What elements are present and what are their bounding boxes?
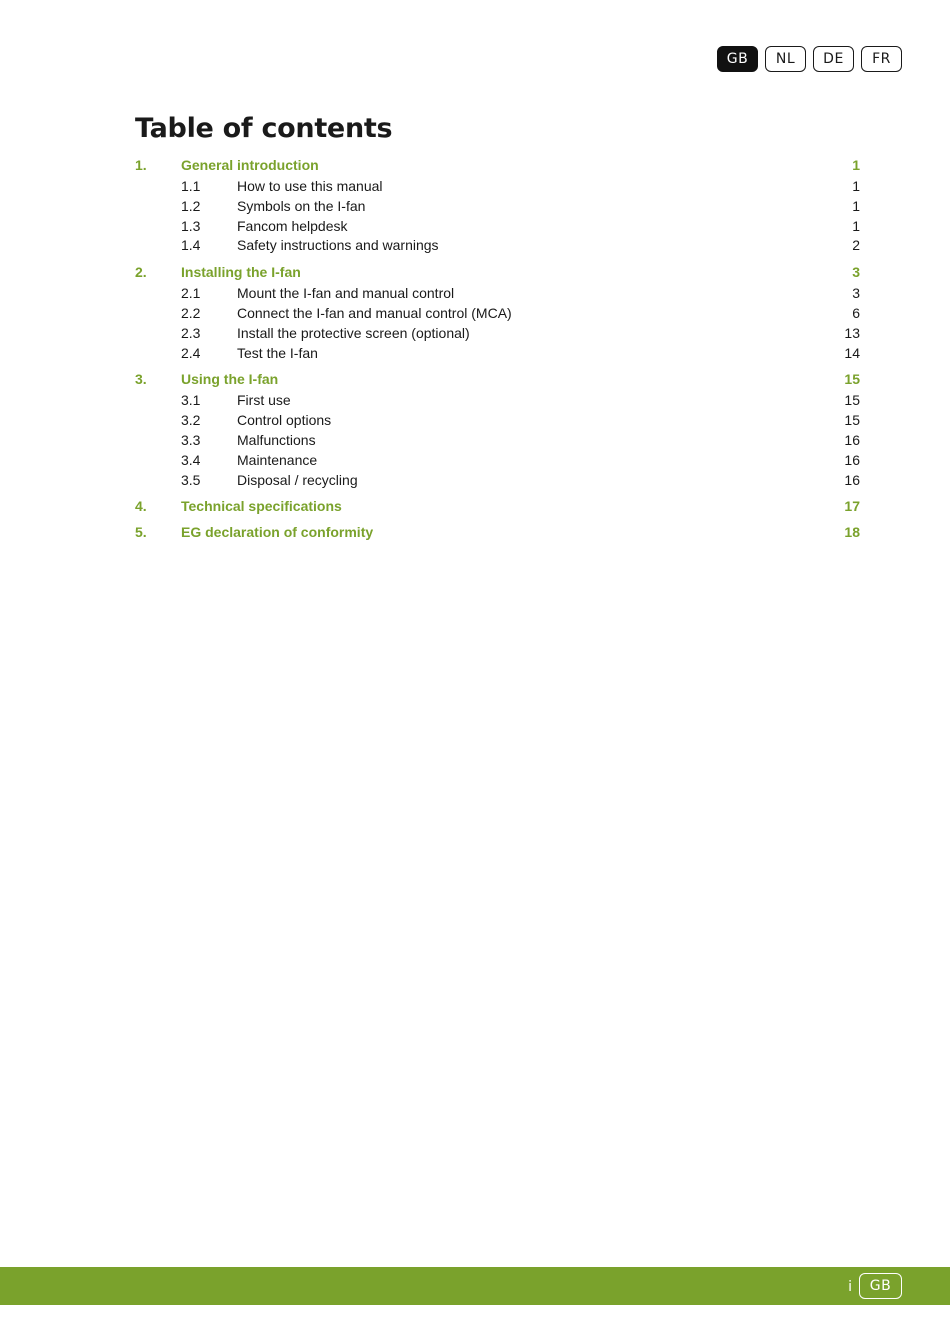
section-number: 2.3	[181, 324, 201, 341]
section-page: 15	[844, 412, 860, 429]
section-page: 2	[852, 237, 860, 254]
language-tab-nl[interactable]: NL	[765, 46, 806, 72]
section-number: 3.1	[181, 392, 201, 409]
section-title: Install the protective screen (optional)	[237, 324, 470, 341]
chapter-number: 3.	[135, 371, 147, 388]
section-title: Fancom helpdesk	[237, 217, 348, 234]
footer-bar	[0, 1267, 950, 1305]
chapter-title: EG declaration of conformity	[181, 524, 374, 541]
footer-page-number: i	[848, 1279, 852, 1295]
section-title: Safety instructions and warnings	[237, 237, 439, 254]
section-page: 3	[852, 285, 860, 302]
section-number: 1.3	[181, 217, 201, 234]
toc-section-2-3[interactable]	[135, 324, 860, 344]
toc-chapter-4[interactable]	[135, 496, 860, 516]
section-title: Disposal / recycling	[237, 471, 358, 488]
chapter-title: General introduction	[181, 157, 319, 173]
section-title: Symbols on the I-fan	[237, 197, 366, 214]
section-page: 1	[852, 197, 860, 214]
toc-chapter-3[interactable]	[135, 369, 860, 389]
chapter-title: Installing the I-fan	[181, 264, 301, 281]
section-number: 2.4	[181, 344, 201, 361]
toc-section-1-2[interactable]	[135, 197, 860, 217]
chapter-page: 18	[844, 524, 860, 541]
toc-section-1-1[interactable]	[135, 177, 860, 197]
table-of-contents	[135, 155, 860, 542]
section-title: Maintenance	[237, 451, 318, 468]
toc-section-2-1[interactable]	[135, 284, 860, 304]
page-title: Table of contents	[135, 113, 393, 144]
section-number: 1.4	[181, 237, 201, 254]
chapter-title: Technical specifications	[181, 498, 342, 515]
language-tab-de[interactable]: DE	[813, 46, 854, 72]
section-number: 3.3	[181, 431, 201, 448]
section-title: Test the I-fan	[237, 344, 318, 361]
section-page: 16	[844, 451, 860, 468]
language-tab-fr[interactable]: FR	[861, 46, 902, 72]
chapter-number: 5.	[135, 524, 147, 541]
language-selector	[717, 46, 902, 72]
toc-chapter-1[interactable]	[135, 155, 860, 175]
toc-section-3-4[interactable]	[135, 451, 860, 471]
section-number: 1.2	[181, 197, 201, 214]
section-number: 2.2	[181, 304, 201, 321]
toc-section-3-2[interactable]	[135, 411, 860, 431]
section-page: 1	[852, 217, 860, 234]
section-title: Malfunctions	[237, 431, 316, 448]
chapter-title: Using the I-fan	[181, 371, 279, 388]
toc-section-1-3[interactable]	[135, 217, 860, 237]
toc-section-1-4[interactable]	[135, 236, 860, 256]
language-tab-gb[interactable]: GB	[717, 46, 758, 72]
chapter-number: 4.	[135, 498, 147, 515]
section-title: Connect the I-fan and manual control (MCA)	[237, 304, 512, 321]
section-page: 13	[844, 324, 860, 341]
toc-section-3-5[interactable]	[135, 471, 860, 491]
chapter-number: 2.	[135, 264, 147, 281]
section-title: Mount the I-fan and manual control	[237, 285, 455, 302]
chapter-number: 1.	[135, 157, 147, 173]
section-title: Control options	[237, 412, 332, 429]
section-title: How to use this manual	[237, 178, 383, 194]
section-number: 3.5	[181, 471, 201, 488]
section-title: First use	[237, 392, 291, 409]
toc-section-3-3[interactable]	[135, 431, 860, 451]
footer-language-badge: GB	[859, 1273, 902, 1299]
section-number: 3.2	[181, 412, 201, 429]
section-page: 16	[844, 471, 860, 488]
toc-chapter-2[interactable]	[135, 262, 860, 282]
section-page: 6	[852, 304, 860, 321]
section-page: 15	[844, 392, 860, 409]
section-page: 14	[844, 344, 860, 361]
section-number: 1.1	[181, 178, 201, 194]
toc-section-2-4[interactable]	[135, 344, 860, 364]
toc-chapter-5[interactable]	[135, 522, 860, 542]
section-page: 1	[852, 178, 860, 194]
chapter-page: 15	[844, 371, 860, 388]
toc-section-2-2[interactable]	[135, 304, 860, 324]
section-number: 2.1	[181, 285, 201, 302]
chapter-page: 17	[844, 498, 860, 515]
chapter-page: 3	[852, 264, 860, 281]
section-number: 3.4	[181, 451, 201, 468]
section-page: 16	[844, 431, 860, 448]
chapter-page: 1	[852, 157, 860, 173]
toc-section-3-1[interactable]	[135, 391, 860, 411]
